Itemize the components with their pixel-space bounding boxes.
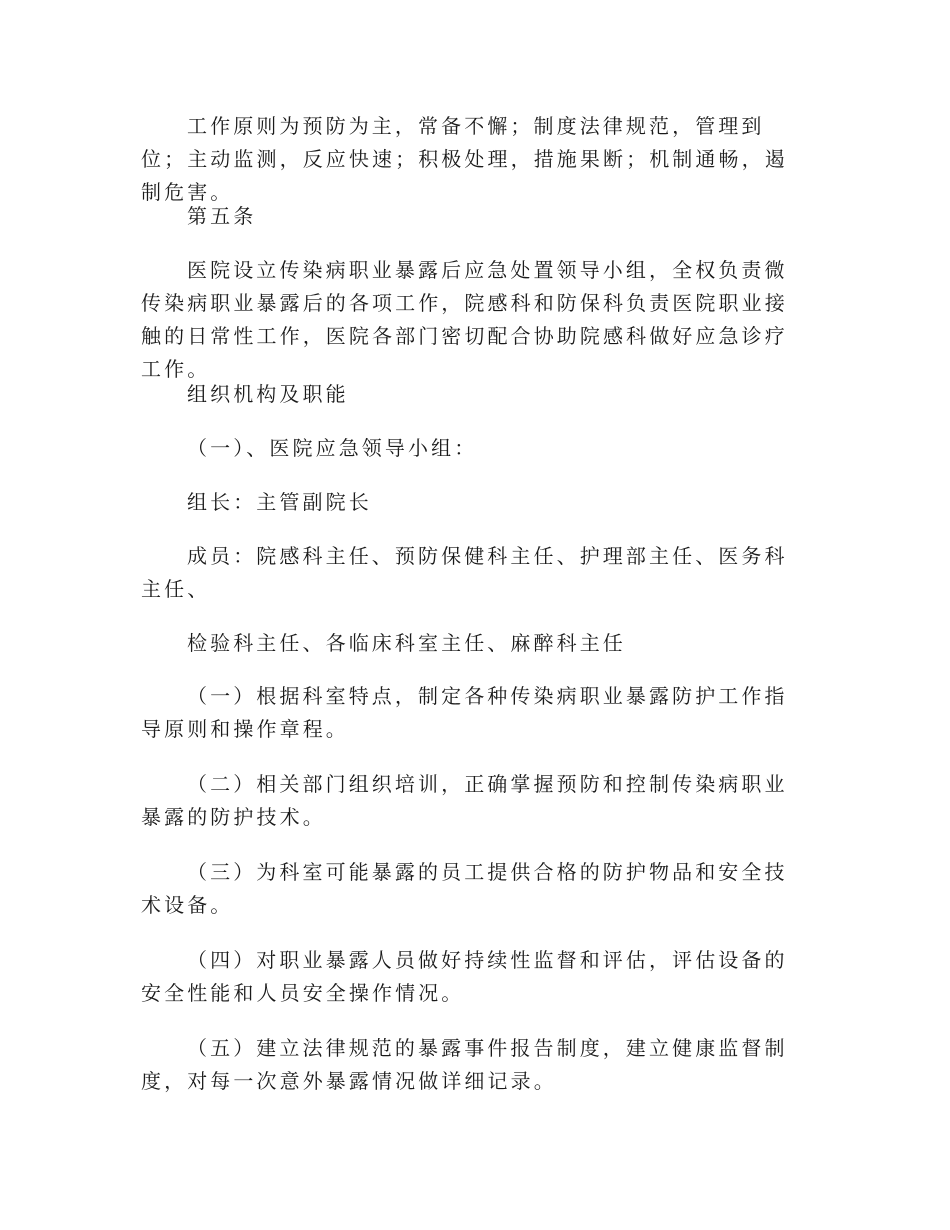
paragraph-work-principles: 工作原则为预防为主，常备不懈；制度法律规范，管理到位；主动监测，反应快速；积极处理，措施果断；机制通畅，遏制危害。 xyxy=(141,114,788,204)
paragraph-members-continued: 检验科主任、各临床科室主任、麻醉科主任 xyxy=(187,631,626,655)
subsection-heading-emergency-group: （一）、医院应急领导小组： xyxy=(187,436,478,460)
duty-item-2: （二）相关部门组织培训，正确掌握预防和控制传染病职业暴露的防护技术。 xyxy=(141,772,788,829)
duty-item-1: （一）根据科室特点，制定各种传染病职业暴露防护工作指导原则和操作章程。 xyxy=(141,684,788,741)
duty-item-3: （三）为科室可能暴露的员工提供合格的防护物品和安全技术设备。 xyxy=(141,860,788,917)
paragraph-members: 成员：院感科主任、预防保健科主任、护理部主任、医务科主任、 xyxy=(141,544,788,601)
section-heading-organization: 组织机构及职能 xyxy=(187,382,349,406)
duty-item-4: （四）对职业暴露人员做好持续性监督和评估，评估设备的安全性能和人员安全操作情况。 xyxy=(141,948,788,1005)
paragraph-group-leader: 组长：主管副院长 xyxy=(187,490,372,514)
paragraph-leadership-group: 医院设立传染病职业暴露后应急处置领导小组，全权负责微传染病职业暴露后的各项工作，院感科和防保科负责医院职业接触的日常性工作，医院各部门密切配合协助院感科做好应急诊疗工作。 xyxy=(141,258,788,381)
article-heading: 第五条 xyxy=(187,204,257,228)
duty-item-5: （五）建立法律规范的暴露事件报告制度，建立健康监督制度，对每一次意外暴露情况做详细记录。 xyxy=(141,1036,788,1093)
